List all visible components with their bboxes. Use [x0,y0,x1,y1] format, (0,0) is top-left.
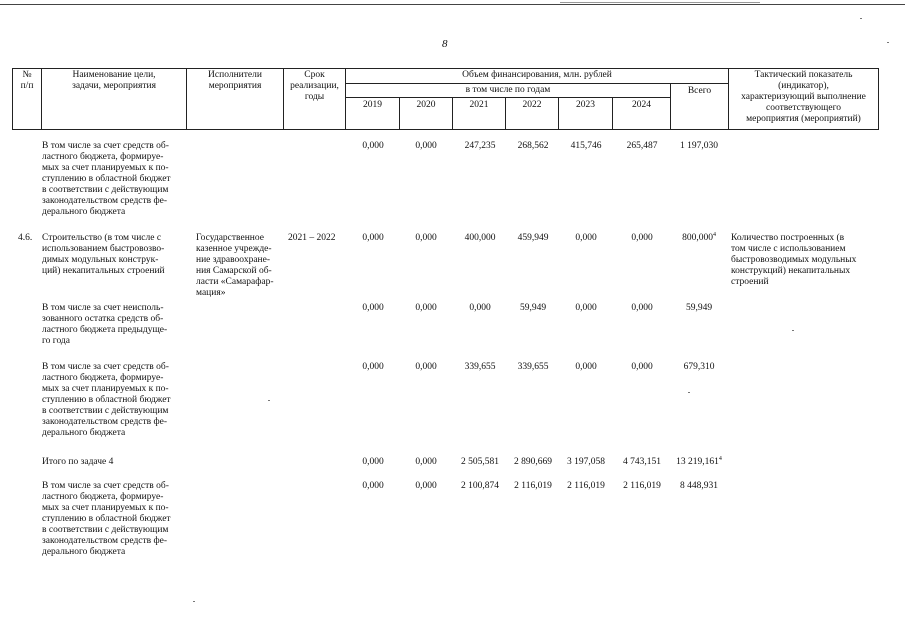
row-value-2021: 400,000 [464,233,496,243]
row-value-2022: 268,562 [517,141,549,151]
row-value-2023: 0,000 [575,362,597,372]
header-year-2019: 2019 [346,98,400,130]
row-value-2020: 0,000 [415,457,437,467]
page-number: 8 [442,38,448,50]
row-value-2022: 2 116,019 [514,481,552,491]
row-value-2024: 0,000 [631,303,653,313]
row-name: В том числе за счет средств об- ластного бюджета, формируе- мых за счет планируемых к по- ступлению в областной бюджет в соответствии с действующим законодательством средств фе- дерального бюджета [42,481,171,557]
page-top-border [0,4,905,5]
row-value-2022: 59,949 [519,303,547,313]
row-value-2024: 4 743,151 [623,457,661,467]
header-year-2021: 2021 [453,98,506,130]
row-total [665,303,733,314]
header-year-2020: 2020 [400,98,453,130]
row-name: В том числе за счет средств об- ластного бюджета, формируе- мых за счет планируемых к по- ступлению в областной бюджет в соответствии с действующим законодательством средств фе- дерального бюджета [42,141,171,217]
header-no: № п/п [12,68,42,130]
header-total: Всего [671,84,729,130]
row-value-2024: 265,487 [626,141,658,151]
row-name: Строительство (в том числе с использованием быстровозво- димых модульных конструк- ций) некапитальных строений [42,233,165,276]
row-name: В том числе за счет средств об- ластного бюджета, формируе- мых за счет планируемых к по- ступлению в областной бюджет в соответствии с действующим законодательством средств фе- дерального бюджета [42,362,171,438]
row-value-2021: 247,235 [464,141,496,151]
header-financing: Объем финансирования, млн. рублей [346,68,729,84]
row-total [665,362,733,373]
row-value-2024: 2 116,019 [623,481,661,491]
row-value-2021: 339,655 [464,362,496,372]
row-value-2021: 0,000 [469,303,491,313]
row-value-2020: 0,000 [415,141,437,151]
row-name: В том числе за счет неисполь- зованного остатка средств об- ластного бюджета предыдуще- го года [42,303,168,346]
row-total-value: 59,949 [685,303,713,313]
row-value-2020: 0,000 [415,233,437,243]
row-value-2024: 0,000 [631,233,653,243]
row-executors: Государственное казенное учрежде- ние здравоохране- ния Самарской об- ласти «Самарафар- мация» [196,233,274,298]
row-total-value: 8 448,931 [680,481,718,491]
header-executors: Исполнители мероприятия [187,68,284,130]
scan-speck [268,400,270,401]
header-term: Срок реализации, годы [284,68,346,130]
row-value-2023: 0,000 [575,233,597,243]
row-value-2020: 0,000 [415,481,437,491]
row-value-2022: 2 890,669 [514,457,552,467]
row-value-2020: 0,000 [415,362,437,372]
row-value-2021: 2 100,874 [461,481,499,491]
row-total [665,481,733,492]
row-value-2023: 415,746 [570,141,602,151]
row-value-2023: 3 197,058 [567,457,605,467]
row-value-2020: 0,000 [415,303,437,313]
header-year-2022: 2022 [506,98,559,130]
scan-speck [193,601,195,602]
row-total-value: 1 197,030 [680,141,718,151]
row-total-value: 13 219,161 [676,457,719,467]
row-total [665,233,733,244]
row-indicator: Количество построенных (в том числе с использованием быстровозводимых модульных конструкций) некапитальных строений [731,233,857,287]
page-top-scan-mark [560,2,760,3]
row-value-2022: 339,655 [517,362,549,372]
row-total [665,141,733,152]
row-value-2019: 0,000 [362,141,384,151]
row-total-footnote: 4 [718,455,722,462]
scan-speck [688,392,690,393]
row-term: 2021 – 2022 [288,233,336,243]
row-value-2023: 0,000 [575,303,597,313]
row-name: Итого по задаче 4 [42,457,114,467]
row-total-footnote: 4 [712,231,716,238]
row-total [665,457,733,468]
row-value-2024: 0,000 [631,362,653,372]
row-value-2019: 0,000 [362,362,384,372]
row-value-2022: 459,949 [517,233,549,243]
header-name: Наименование цели, задачи, мероприятия [42,68,187,130]
row-value-2019: 0,000 [362,457,384,467]
row-value-2019: 0,000 [362,303,384,313]
scan-speck [860,18,862,19]
row-value-2021: 2 505,581 [461,457,499,467]
header-by-years: в том числе по годам [346,84,671,98]
header-year-2024: 2024 [613,98,671,130]
row-number: 4.6. [18,233,33,243]
scan-speck [887,42,889,43]
row-value-2019: 0,000 [362,481,384,491]
row-value-2019: 0,000 [362,233,384,243]
row-total-value: 800,000 [682,233,713,243]
scan-speck [792,330,794,331]
header-indicator: Тактический показатель (индикатор), характеризующий выполнение соответствующего мероприятия (мероприятий) [729,68,879,130]
row-total-value: 679,310 [683,362,715,372]
row-value-2023: 2 116,019 [567,481,605,491]
header-year-2023: 2023 [559,98,613,130]
